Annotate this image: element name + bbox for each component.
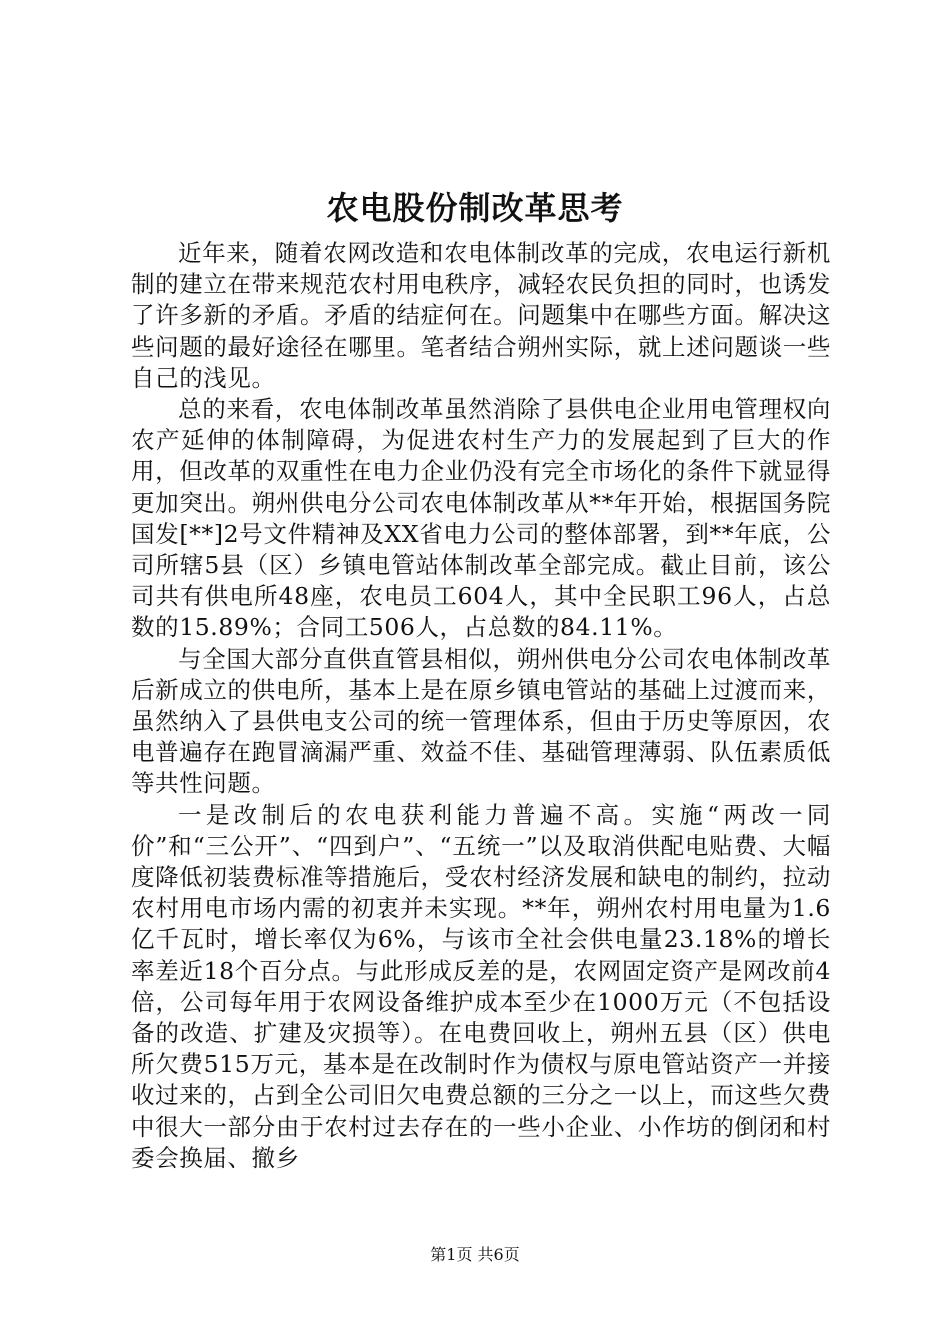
document-title: 农电股份制改革思考: [326, 189, 624, 227]
document-body: [131, 238, 831, 1174]
page-number-footer: 第1页 共6页: [430, 1245, 520, 1264]
paragraph-1: 近年来，随着农网改造和农电体制改革的完成，农电运行新机制的建立在带来规范农村用电秩序，减轻农民负担的同时，也诱发了许多新的矛盾。矛盾的结症何在。问题集中在哪些方面。解决这些问题的最好途径在哪里。笔者结合朔州实际，就上述问题谈一些自己的浅见。: [131, 239, 831, 392]
paragraph-4: 一是改制后的农电获利能力普遍不高。实施“两改一同价”和“三公开”、“四到户”、“五统一”以及取消供配电贴费、大幅度降低初装费标准等措施后，受农村经济发展和缺电的制约，拉动农村用电市场内需的初衷并未实现。**年，朔州农村用电量为1.6亿千瓦时，增长率仅为6%，与该市全社会供电量23.18%的增长率差近18个百分点。与此形成反差的是，农网固定资产是网改前4倍，公司每年用于农网设备维护成本至少在1000万元（不包括设备的改造、扩建及灾损等）。在电费回收上，朔州五县（区）供电所欠费515万元，基本是在改制时作为债权与原电管站资产一并接收过来的，占到全公司旧欠电费总额的三分之一以上，而这些欠费中很大一部分由于农村过去存在的一些小企业、小作坊的倒闭和村委会换届、撤乡: [131, 800, 831, 1172]
paragraph-2: 总的来看，农电体制改革虽然消除了县供电企业用电管理权向农产延伸的体制障碍，为促进农村生产力的发展起到了巨大的作用，但改革的双重性在电力企业仍没有完全市场化的条件下就显得更加突出。朔州供电分公司农电体制改革从**年开始，根据国务院国发[**]2号文件精神及XX省电力公司的整体部署，到**年底，公司所辖5县（区）乡镇电管站体制改革全部完成。截止目前，该公司共有供电所48座，农电员工604人，其中全民职工96人，占总数的15.89%；合同工506人，占总数的84.11%。: [131, 395, 831, 642]
paragraph-3: 与全国大部分直供直管县相似，朔州供电分公司农电体制改革后新成立的供电所，基本上是在原乡镇电管站的基础上过渡而来，虽然纳入了县供电支公司的统一管理体系，但由于历史等原因，农电普遍存在跑冒滴漏严重、效益不佳、基础管理薄弱、队伍素质低等共性问题。: [131, 644, 831, 798]
